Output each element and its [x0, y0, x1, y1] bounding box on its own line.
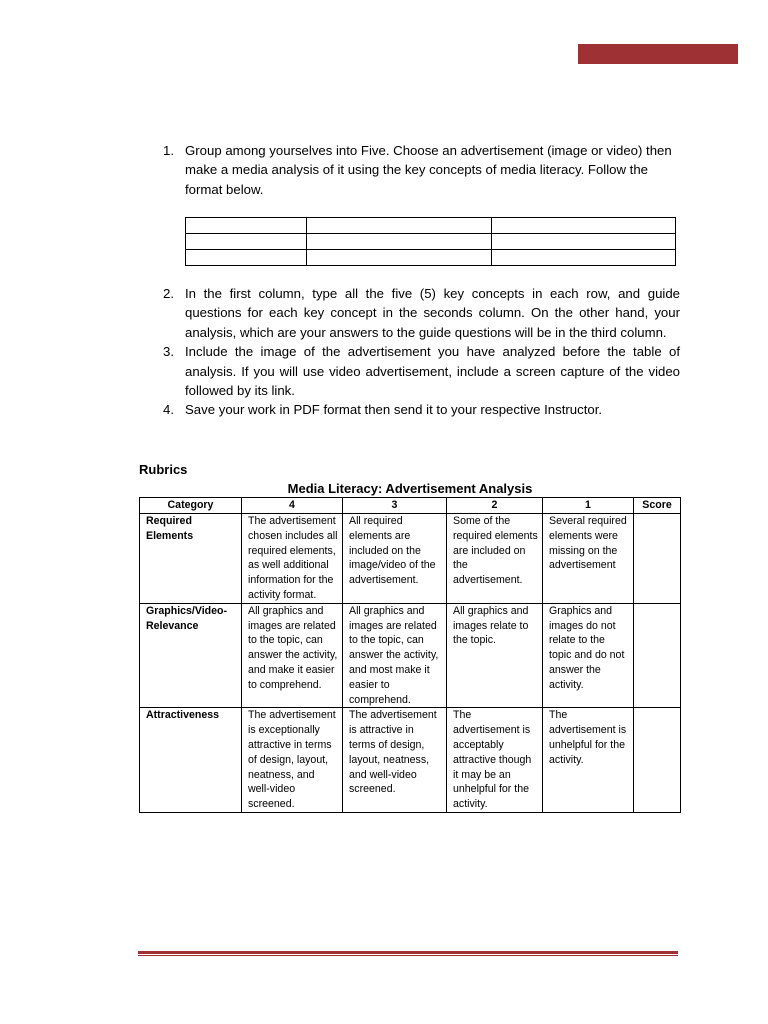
instruction-number: 1. [163, 143, 174, 158]
header-score-4: 4 [242, 498, 343, 514]
table-cell [492, 218, 676, 234]
rubric-row-required-elements [140, 514, 681, 604]
footer-rule [138, 951, 678, 954]
table-row [186, 218, 676, 234]
instruction-text: Save your work in PDF format then send it to your respective Instructor. [185, 402, 603, 418]
header-score-3: 3 [343, 498, 447, 514]
table-cell [186, 218, 307, 234]
rubric-cell: Several required elements were missing on the advertisement [543, 514, 634, 604]
rubric-cell: The advertisement is acceptably attractive though it may be an unhelpful for the activity. [447, 708, 543, 813]
rubric-category: Graphics/Video-Relevance [140, 603, 242, 708]
rubric-score-cell [634, 514, 681, 604]
header-accent-bar [578, 44, 738, 64]
analysis-format-table [185, 217, 676, 266]
rubric-cell: All graphics and images relate to the topic. [447, 603, 543, 708]
instruction-number: 2. [163, 286, 174, 301]
rubric-cell: Graphics and images do not relate to the topic and do not answer the activity. [543, 603, 634, 708]
rubric-score-cell [634, 708, 681, 813]
rubric-cell: The advertisement is unhelpful for the activity. [543, 708, 634, 813]
rubric-row-attractiveness [140, 708, 681, 813]
rubric-cell: The advertisement is exceptionally attractive in terms of design, layout, neatness, and well-video screened. [242, 708, 343, 813]
table-cell [492, 234, 676, 250]
rubric-score-cell [634, 603, 681, 708]
rubric-cell: Some of the required elements are included on the advertisement. [447, 514, 543, 604]
rubric-row-graphics-relevance [140, 603, 681, 708]
footer-rule-thin [138, 955, 678, 956]
instruction-text: Group among yourselves into Five. Choose an advertisement (image or video) then make a media analysis of it using the key concepts of media literacy. Follow the format below. [185, 143, 672, 197]
rubrics-heading: Rubrics [139, 462, 188, 477]
table-cell [307, 250, 492, 266]
table-cell [186, 250, 307, 266]
table-row [186, 250, 676, 266]
instruction-item-2 [160, 284, 680, 342]
header-score-2: 2 [447, 498, 543, 514]
header-category: Category [140, 498, 242, 514]
rubric-cell: The advertisement is attractive in terms of design, layout, neatness, and well-video screened. [343, 708, 447, 813]
table-cell [186, 234, 307, 250]
rubric-category: Required Elements [140, 514, 242, 604]
instruction-number: 4. [163, 402, 174, 418]
instruction-item-3 [160, 342, 680, 400]
table-cell [307, 234, 492, 250]
table-cell [492, 250, 676, 266]
instruction-text: In the first column, type all the five (5) key concepts in each row, and guide questions for each key concept in the seconds column. On the other hand, your analysis, which are your answers to the guide questions will be in the third column. [185, 286, 680, 340]
header-score-1: 1 [543, 498, 634, 514]
rubric-category: Attractiveness [140, 708, 242, 813]
rubric-title: Media Literacy: Advertisement Analysis [287, 481, 533, 496]
instruction-item-1 [160, 141, 680, 199]
rubric-cell: The advertisement chosen includes all required elements, as well additional information for the activity format. [242, 514, 343, 604]
instruction-number: 3. [163, 344, 174, 360]
rubric-cell: All graphics and images are related to the topic, can answer the activity, and most make it easier to comprehend. [343, 603, 447, 708]
instruction-list-2 [160, 284, 680, 420]
rubric-cell: All graphics and images are related to the topic, can answer the activity, and make it easier to comprehend. [242, 603, 343, 708]
table-row [186, 234, 676, 250]
instruction-list-1 [160, 141, 680, 199]
rubric-table [139, 497, 681, 813]
header-score: Score [634, 498, 681, 514]
rubric-header-row [140, 498, 681, 514]
table-cell [307, 218, 492, 234]
instruction-text: Include the image of the advertisement you have analyzed before the table of analysis. If you will use video advertisement, include a screen capture of the video followed by its link. [185, 344, 680, 399]
rubric-cell: All required elements are included on the image/video of the advertisement. [343, 514, 447, 604]
instruction-item-4 [160, 400, 680, 419]
